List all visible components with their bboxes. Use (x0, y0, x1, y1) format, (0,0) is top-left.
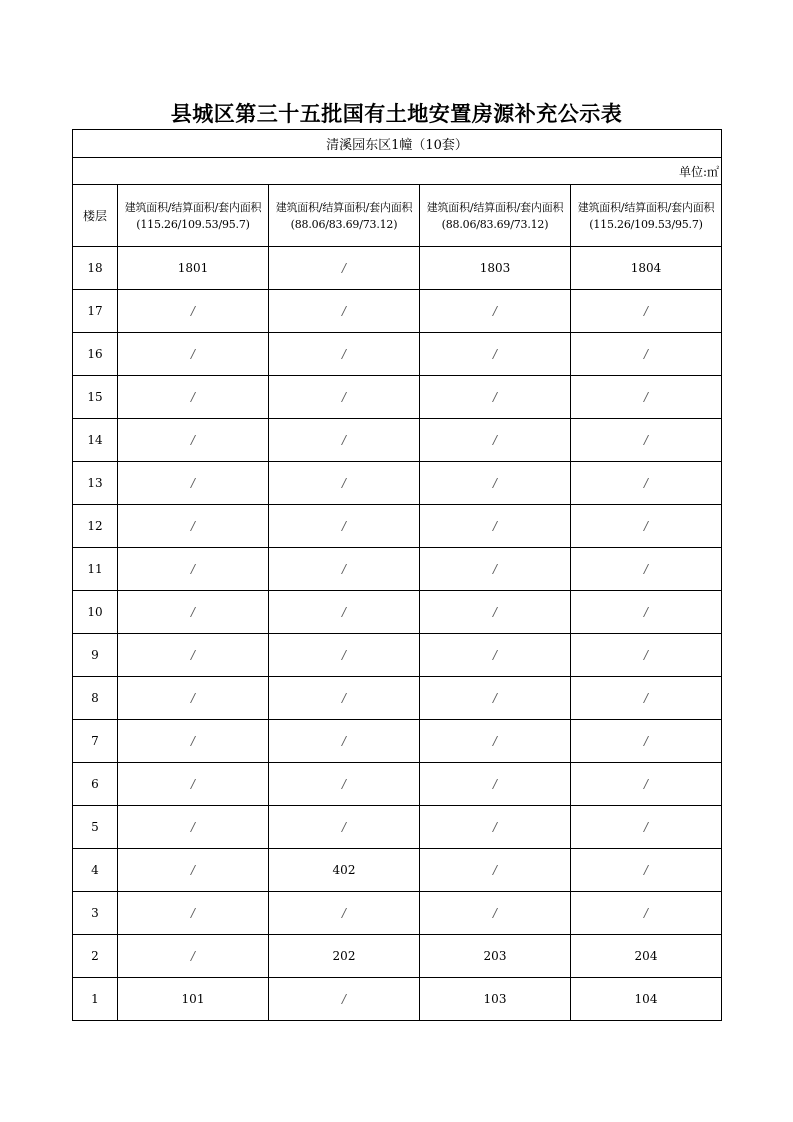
unit-cell: / (420, 720, 571, 763)
unit-cell: / (420, 333, 571, 376)
unit-cell: / (118, 634, 269, 677)
floor-number: 18 (73, 247, 118, 290)
floor-number: 11 (73, 548, 118, 591)
table-row (73, 720, 722, 763)
floor-number: 9 (73, 634, 118, 677)
unit-cell: / (571, 677, 722, 720)
unit-cell: / (571, 849, 722, 892)
unit-cell: / (118, 763, 269, 806)
housing-table (72, 129, 722, 1021)
unit-cell: / (420, 290, 571, 333)
unit-cell: / (571, 505, 722, 548)
unit-cell: 202 (269, 935, 420, 978)
unit-cell: 203 (420, 935, 571, 978)
unit-cell: / (420, 505, 571, 548)
unit-cell: / (269, 247, 420, 290)
unit-cell: / (269, 505, 420, 548)
building-row (73, 130, 722, 158)
unit-cell: / (118, 333, 269, 376)
floor-header: 楼层 (73, 185, 118, 247)
floor-number: 4 (73, 849, 118, 892)
unit-cell: / (420, 548, 571, 591)
floor-number: 5 (73, 806, 118, 849)
floor-number: 13 (73, 462, 118, 505)
unit-cell: / (571, 419, 722, 462)
unit-cell: / (269, 806, 420, 849)
unit-cell: 1803 (420, 247, 571, 290)
unit-cell: / (571, 634, 722, 677)
page-title: 县城区第三十五批国有土地安置房源补充公示表 (170, 101, 623, 126)
column-header: 建筑面积/结算面积/套内面积(88.06/83.69/73.12) (269, 185, 420, 247)
unit-cell: / (269, 462, 420, 505)
unit-cell: / (118, 591, 269, 634)
unit-cell: / (571, 892, 722, 935)
table-row (73, 462, 722, 505)
table-row (73, 806, 722, 849)
table-row (73, 978, 722, 1021)
header-row (73, 185, 722, 247)
unit-cell: / (118, 892, 269, 935)
unit-cell: 402 (269, 849, 420, 892)
unit-cell: / (269, 290, 420, 333)
unit-cell: / (269, 677, 420, 720)
floor-number: 2 (73, 935, 118, 978)
unit-cell: / (420, 462, 571, 505)
unit-cell: / (269, 763, 420, 806)
unit-cell: / (571, 591, 722, 634)
floor-number: 6 (73, 763, 118, 806)
unit-cell: / (118, 548, 269, 591)
table-row (73, 548, 722, 591)
table-row (73, 376, 722, 419)
unit-cell: / (571, 333, 722, 376)
table-row (73, 892, 722, 935)
unit-cell: / (118, 419, 269, 462)
unit-cell: / (571, 763, 722, 806)
floor-number: 12 (73, 505, 118, 548)
unit-cell: / (118, 677, 269, 720)
unit-cell: / (118, 935, 269, 978)
unit-cell: / (118, 505, 269, 548)
table-row (73, 591, 722, 634)
unit-cell: / (269, 419, 420, 462)
unit-cell: 204 (571, 935, 722, 978)
unit-cell: 1804 (571, 247, 722, 290)
unit-cell: / (420, 849, 571, 892)
floor-number: 14 (73, 419, 118, 462)
unit-cell: / (571, 462, 722, 505)
unit-cell: / (269, 892, 420, 935)
unit-cell: / (118, 462, 269, 505)
table-row (73, 247, 722, 290)
unit-cell: / (269, 333, 420, 376)
table-row (73, 634, 722, 677)
unit-cell: / (571, 548, 722, 591)
unit-cell: / (420, 419, 571, 462)
building-name: 清溪园东区1幢（10套） (73, 130, 722, 158)
unit-cell: / (571, 806, 722, 849)
unit-cell: / (269, 978, 420, 1021)
unit-cell: 104 (571, 978, 722, 1021)
table-row (73, 763, 722, 806)
unit-cell: / (269, 720, 420, 763)
unit-cell: / (269, 634, 420, 677)
unit-cell: / (571, 720, 722, 763)
table-row (73, 935, 722, 978)
unit-cell: / (571, 376, 722, 419)
floor-number: 7 (73, 720, 118, 763)
floor-number: 8 (73, 677, 118, 720)
unit-cell: / (118, 806, 269, 849)
unit-cell: / (118, 290, 269, 333)
floor-number: 17 (73, 290, 118, 333)
unit-cell: 103 (420, 978, 571, 1021)
column-header: 建筑面积/结算面积/套内面积(88.06/83.69/73.12) (420, 185, 571, 247)
unit-cell: 1801 (118, 247, 269, 290)
unit-cell: / (420, 376, 571, 419)
unit-cell: / (420, 806, 571, 849)
floor-number: 1 (73, 978, 118, 1021)
table-row (73, 505, 722, 548)
column-header: 建筑面积/结算面积/套内面积(115.26/109.53/95.7) (571, 185, 722, 247)
floor-number: 3 (73, 892, 118, 935)
unit-cell: / (420, 677, 571, 720)
unit-cell: / (571, 290, 722, 333)
unit-cell: / (420, 634, 571, 677)
table-row (73, 333, 722, 376)
table-row (73, 290, 722, 333)
unit-cell: 101 (118, 978, 269, 1021)
table-row (73, 419, 722, 462)
unit-cell: / (118, 849, 269, 892)
unit-cell: / (118, 376, 269, 419)
floor-number: 16 (73, 333, 118, 376)
unit-cell: / (269, 591, 420, 634)
table-row (73, 677, 722, 720)
unit-cell: / (118, 720, 269, 763)
unit-cell: / (269, 548, 420, 591)
unit-cell: / (269, 376, 420, 419)
column-header: 建筑面积/结算面积/套内面积(115.26/109.53/95.7) (118, 185, 269, 247)
unit-cell: / (420, 892, 571, 935)
unit-label: 单位:㎡ (73, 158, 722, 185)
unit-cell: / (420, 763, 571, 806)
unit-cell: / (420, 591, 571, 634)
table-row (73, 849, 722, 892)
floor-number: 10 (73, 591, 118, 634)
unit-row (73, 158, 722, 185)
floor-number: 15 (73, 376, 118, 419)
